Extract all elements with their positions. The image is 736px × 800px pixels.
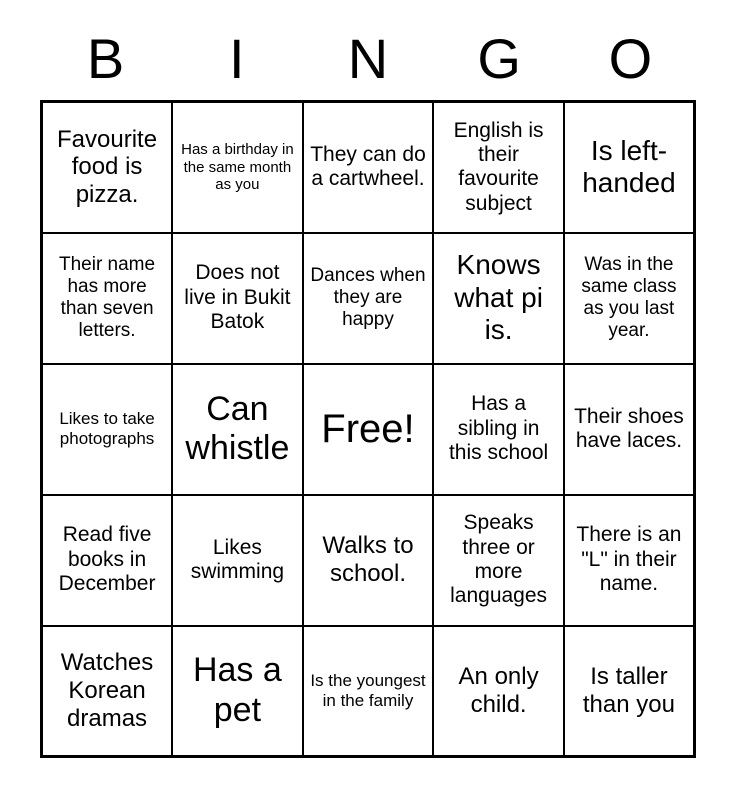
bingo-cell[interactable]: Dances when they are happy [303,233,434,364]
bingo-cell[interactable]: Does not live in Bukit Batok [172,233,303,364]
bingo-header-letter-i: I [229,27,245,90]
bingo-cell-free[interactable]: Free! [303,364,434,495]
bingo-row [42,102,695,233]
bingo-cell[interactable]: Their shoes have laces. [564,364,695,495]
bingo-cell[interactable]: Is taller than you [564,626,695,757]
bingo-cell[interactable]: Can whistle [172,364,303,495]
bingo-cell[interactable]: Speaks three or more languages [433,495,564,626]
bingo-header-letter-g: G [477,27,521,90]
bingo-grid [40,100,696,758]
bingo-cell[interactable]: Walks to school. [303,495,434,626]
bingo-cell[interactable]: Has a pet [172,626,303,757]
bingo-cell[interactable]: Is left-handed [564,102,695,233]
bingo-row [42,364,695,495]
bingo-cell[interactable]: Their name has more than seven letters. [42,233,173,364]
bingo-cell[interactable]: They can do a cartwheel. [303,102,434,233]
bingo-cell[interactable]: Read five books in December [42,495,173,626]
bingo-cell[interactable]: An only child. [433,626,564,757]
bingo-cell[interactable]: Watches Korean dramas [42,626,173,757]
bingo-row [42,233,695,364]
bingo-cell[interactable]: Is the youngest in the family [303,626,434,757]
bingo-cell[interactable]: There is an "L" in their name. [564,495,695,626]
bingo-cell[interactable]: English is their favourite subject [433,102,564,233]
bingo-header [40,0,696,90]
bingo-cell[interactable]: Has a sibling in this school [433,364,564,495]
bingo-cell[interactable]: Knows what pi is. [433,233,564,364]
bingo-cell[interactable]: Likes swimming [172,495,303,626]
bingo-row [42,626,695,757]
bingo-cell[interactable]: Likes to take photographs [42,364,173,495]
bingo-header-letter-o: O [608,27,653,90]
bingo-row [42,495,695,626]
bingo-header-letter-b: B [86,27,125,90]
bingo-cell[interactable]: Has a birthday in the same month as you [172,102,303,233]
bingo-cell[interactable]: Was in the same class as you last year. [564,233,695,364]
bingo-cell[interactable]: Favourite food is pizza. [42,102,173,233]
bingo-header-letter-n: N [347,27,389,90]
